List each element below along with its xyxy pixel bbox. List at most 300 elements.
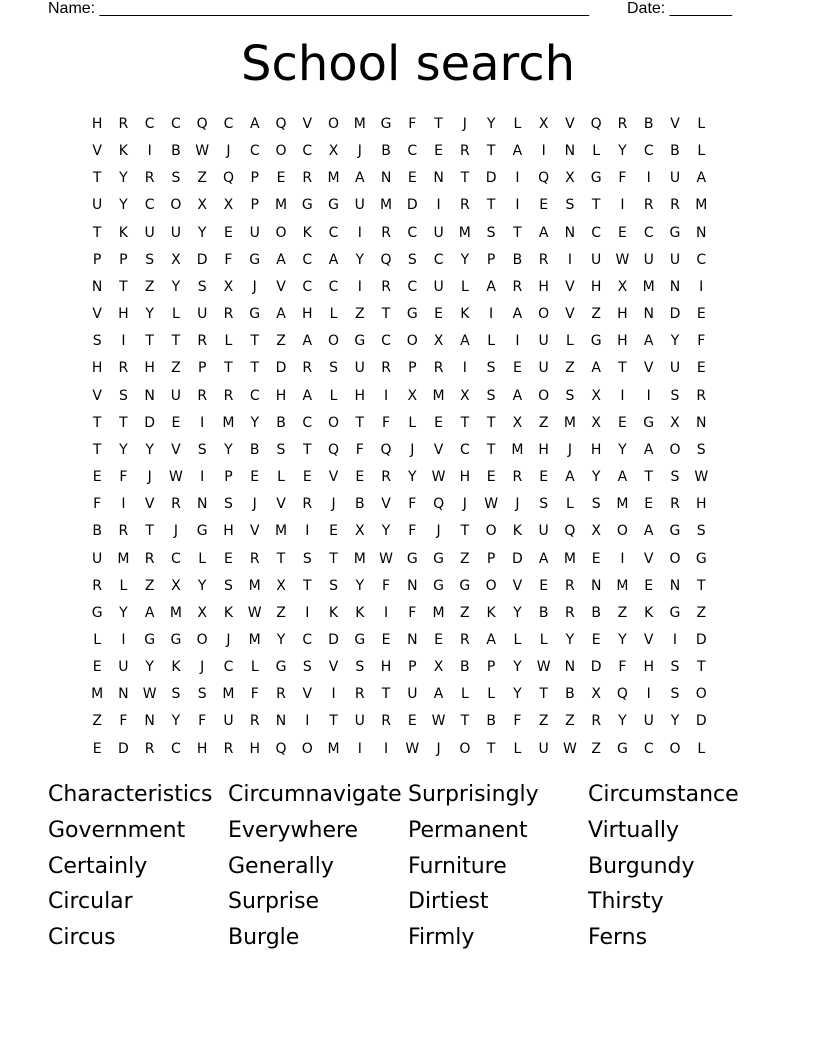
grid-letter: X: [538, 116, 549, 132]
grid-letter: U: [538, 333, 549, 350]
grid-letter: K: [328, 604, 339, 621]
grid-letter: U: [170, 224, 182, 241]
grid-letter: Y: [408, 469, 417, 486]
grid-letter: Z: [591, 306, 601, 323]
grid-row: [84, 301, 714, 328]
grid-letter: J: [357, 143, 362, 160]
grid-letter: P: [486, 550, 496, 567]
grid-letter: Q: [275, 116, 287, 132]
word-list-item: Surprise: [228, 889, 320, 915]
word-list-item: Permanent: [408, 817, 528, 843]
grid-letter: X: [276, 577, 286, 594]
grid-letter: Y: [618, 713, 627, 730]
grid-letter: U: [354, 360, 365, 377]
grid-letter: K: [644, 604, 654, 621]
grid-letter: C: [591, 224, 602, 241]
grid-letter: A: [617, 469, 628, 486]
word-list-item: Surprisingly: [408, 782, 539, 807]
grid-letter: C: [223, 116, 234, 132]
grid-letter: L: [697, 740, 706, 757]
grid-letter: J: [567, 441, 572, 458]
grid-letter: Y: [618, 441, 627, 458]
grid-letter: I: [699, 278, 704, 295]
grid-letter: Y: [670, 713, 680, 730]
grid-letter: I: [620, 550, 625, 567]
grid-letter: R: [381, 278, 391, 295]
grid-letter: D: [196, 251, 208, 268]
grid-letter: S: [197, 686, 207, 703]
grid-row: [84, 383, 714, 410]
grid-letter: G: [170, 631, 182, 648]
grid-letter: V: [643, 360, 654, 377]
grid-letter: U: [118, 659, 129, 676]
grid-letter: I: [436, 197, 441, 214]
grid-letter: D: [485, 170, 497, 187]
grid-letter: Y: [355, 577, 365, 594]
grid-letter: Y: [460, 251, 470, 268]
grid-letter: U: [433, 278, 444, 295]
grid-letter: A: [302, 387, 313, 404]
grid-letter: C: [643, 143, 654, 160]
grid-letter: M: [642, 278, 655, 295]
grid-letter: S: [565, 197, 575, 214]
grid-letter: O: [275, 143, 287, 160]
grid-letter: M: [563, 414, 576, 431]
grid-letter: E: [696, 360, 706, 377]
grid-letter: M: [222, 414, 235, 431]
grid-letter: E: [434, 414, 444, 431]
grid-letter: R: [144, 550, 155, 567]
grid-letter: T: [145, 523, 154, 540]
grid-row: [84, 247, 714, 274]
grid-letter: S: [407, 251, 417, 268]
grid-letter: C: [407, 143, 418, 160]
grid-letter: Y: [197, 577, 207, 594]
grid-letter: E: [407, 170, 417, 187]
grid-letter: U: [354, 713, 365, 730]
grid-letter: Y: [618, 143, 627, 160]
grid-letter: R: [197, 333, 208, 350]
grid-letter: X: [223, 197, 234, 214]
grid-letter: I: [541, 143, 546, 160]
grid-letter: R: [223, 740, 234, 757]
grid-letter: E: [486, 469, 496, 486]
grid-letter: C: [144, 116, 155, 132]
grid-letter: W: [431, 469, 446, 486]
grid-letter: G: [406, 550, 418, 567]
grid-letter: J: [331, 496, 336, 513]
grid-letter: A: [355, 170, 365, 187]
grid-letter: A: [538, 550, 549, 567]
grid-letter: R: [459, 143, 470, 160]
grid-letter: R: [512, 469, 523, 486]
grid-letter: Z: [460, 550, 470, 567]
grid-letter: A: [486, 278, 496, 295]
grid-letter: C: [328, 224, 339, 241]
grid-letter: Y: [513, 686, 522, 703]
grid-letter: L: [697, 143, 706, 160]
grid-letter: U: [669, 251, 681, 268]
grid-letter: R: [565, 604, 575, 621]
grid-letter: R: [459, 631, 470, 648]
grid-letter: L: [408, 414, 417, 431]
grid-letter: J: [252, 496, 257, 513]
grid-letter: C: [302, 414, 313, 431]
grid-letter: Q: [380, 251, 392, 268]
grid-letter: C: [171, 116, 181, 132]
grid-letter: C: [407, 224, 418, 241]
grid-letter: O: [669, 740, 681, 757]
grid-letter: G: [144, 631, 156, 648]
grid-letter: N: [669, 577, 681, 594]
grid-letter: R: [144, 740, 155, 757]
grid-letter: I: [305, 604, 310, 621]
grid-letter: B: [171, 143, 181, 160]
grid-letter: C: [696, 251, 707, 268]
grid-letter: P: [224, 469, 233, 486]
grid-letter: R: [591, 713, 602, 730]
grid-letter: R: [302, 360, 313, 377]
grid-letter: Y: [276, 631, 286, 648]
grid-letter: O: [616, 523, 628, 540]
grid-letter: E: [644, 496, 654, 513]
grid-letter: L: [250, 659, 259, 676]
grid-letter: F: [250, 686, 259, 703]
date-field-label: Date: _______: [627, 0, 732, 17]
grid-letter: V: [328, 659, 339, 676]
grid-letter: T: [329, 713, 338, 730]
grid-letter: K: [223, 604, 234, 621]
grid-letter: I: [646, 686, 651, 703]
grid-letter: C: [328, 278, 339, 295]
grid-letter: W: [536, 659, 551, 676]
grid-letter: C: [223, 659, 234, 676]
grid-letter: G: [590, 333, 602, 350]
grid-letter: L: [93, 631, 102, 648]
grid-letter: X: [171, 577, 181, 594]
grid-letter: K: [512, 523, 522, 540]
grid-letter: X: [460, 387, 470, 404]
grid-letter: Y: [513, 659, 522, 676]
grid-letter: U: [144, 224, 155, 241]
grid-letter: E: [171, 414, 181, 431]
grid-letter: S: [276, 441, 286, 458]
word-list-item: Characteristics: [48, 782, 213, 807]
grid-letter: D: [118, 740, 129, 757]
grid-letter: I: [200, 469, 205, 486]
grid-letter: T: [145, 333, 154, 350]
grid-letter: K: [118, 143, 128, 160]
grid-letter: M: [248, 577, 261, 594]
grid-letter: T: [696, 577, 706, 594]
grid-letter: X: [512, 414, 523, 431]
grid-letter: M: [274, 523, 288, 540]
grid-letter: S: [486, 360, 496, 377]
word-list-item: Ferns: [588, 925, 648, 950]
word-list-item: Furniture: [408, 853, 507, 879]
grid-letter: Z: [171, 360, 181, 377]
grid-letter: I: [567, 251, 572, 268]
grid-letter: E: [92, 469, 102, 486]
grid-letter: E: [250, 469, 260, 486]
grid-letter: L: [119, 577, 128, 594]
grid-letter: X: [670, 414, 680, 431]
page-title: School search: [240, 36, 576, 92]
grid-letter: T: [381, 306, 391, 323]
grid-letter: T: [224, 360, 233, 377]
grid-letter: N: [433, 170, 444, 187]
grid-letter: E: [539, 197, 549, 214]
grid-letter: A: [433, 686, 444, 703]
grid-letter: A: [643, 333, 654, 350]
grid-letter: Z: [197, 170, 207, 187]
grid-letter: N: [669, 278, 681, 295]
grid-letter: H: [643, 659, 654, 676]
grid-letter: A: [696, 170, 707, 187]
grid-letter: X: [223, 278, 234, 295]
grid-letter: U: [538, 360, 549, 377]
grid-letter: C: [302, 251, 313, 268]
grid-letter: O: [695, 686, 707, 703]
grid-letter: E: [276, 170, 286, 187]
grid-letter: I: [515, 170, 520, 187]
grid-letter: B: [381, 143, 391, 160]
grid-letter: Y: [171, 278, 181, 295]
grid-letter: R: [643, 197, 654, 214]
grid-letter: W: [379, 550, 393, 567]
grid-letter: G: [301, 197, 313, 214]
grid-letter: Z: [565, 713, 575, 730]
grid-letter: E: [224, 550, 233, 567]
grid-letter: G: [695, 550, 707, 567]
grid-letter: G: [643, 414, 655, 431]
grid-letter: G: [669, 224, 681, 241]
grid-letter: M: [458, 224, 471, 241]
grid-letter: Y: [486, 116, 496, 132]
grid-letter: I: [305, 713, 310, 730]
grid-letter: I: [121, 496, 126, 513]
grid-letter: S: [696, 441, 706, 458]
grid-letter: V: [512, 577, 523, 594]
grid-letter: A: [538, 224, 549, 241]
grid-row: [84, 736, 714, 763]
grid-letter: M: [563, 550, 576, 567]
grid-letter: H: [695, 496, 707, 513]
grid-letter: R: [696, 387, 707, 404]
grid-letter: F: [408, 116, 417, 132]
word-list-item: Virtually: [588, 817, 680, 843]
grid-letter: D: [695, 713, 707, 730]
grid-letter: A: [565, 469, 575, 486]
grid-letter: T: [119, 414, 128, 431]
grid-letter: U: [354, 197, 365, 214]
grid-letter: B: [643, 116, 654, 132]
grid-letter: Y: [355, 251, 365, 268]
grid-letter: A: [512, 306, 523, 323]
grid-letter: O: [538, 306, 550, 323]
grid-letter: O: [275, 224, 287, 241]
grid-letter: M: [327, 170, 340, 187]
grid-row: [84, 192, 714, 219]
grid-letter: Y: [224, 441, 233, 458]
grid-letter: O: [328, 333, 340, 350]
grid-letter: B: [486, 713, 496, 730]
grid-letter: V: [171, 441, 181, 458]
grid-letter: E: [434, 143, 444, 160]
grid-letter: T: [302, 441, 312, 458]
grid-letter: S: [197, 278, 207, 295]
grid-letter: R: [354, 686, 365, 703]
grid-letter: R: [276, 686, 286, 703]
grid-letter: R: [459, 197, 470, 214]
grid-letter: T: [119, 278, 128, 295]
grid-letter: H: [538, 441, 549, 458]
grid-letter: D: [695, 631, 707, 648]
grid-row: [84, 573, 714, 600]
grid-letter: P: [408, 659, 417, 676]
grid-letter: F: [93, 496, 102, 513]
grid-letter: F: [408, 523, 417, 540]
grid-letter: U: [407, 686, 418, 703]
grid-letter: E: [539, 469, 549, 486]
grid-letter: N: [275, 713, 287, 730]
grid-letter: S: [486, 387, 496, 404]
grid-letter: J: [173, 523, 178, 540]
word-list-row: [48, 851, 768, 887]
grid-letter: H: [617, 306, 628, 323]
grid-letter: Z: [591, 740, 601, 757]
grid-letter: X: [171, 251, 181, 268]
grid-letter: A: [486, 631, 496, 648]
grid-letter: S: [486, 224, 496, 241]
grid-letter: J: [147, 469, 152, 486]
grid-letter: T: [460, 414, 470, 431]
grid-letter: R: [565, 577, 575, 594]
grid-letter: C: [643, 740, 654, 757]
grid-letter: V: [302, 686, 313, 703]
grid-letter: X: [565, 170, 575, 187]
grid-letter: Y: [250, 414, 259, 431]
grid-letter: V: [302, 116, 313, 132]
grid-letter: A: [144, 604, 155, 621]
grid-letter: P: [486, 659, 496, 676]
grid-letter: Y: [119, 197, 128, 214]
grid-letter: N: [564, 659, 576, 676]
grid-letter: I: [305, 523, 310, 540]
grid-row: [84, 600, 714, 627]
grid-letter: I: [200, 414, 205, 431]
grid-letter: X: [197, 604, 207, 621]
grid-letter: G: [91, 604, 103, 621]
grid-letter: C: [302, 278, 313, 295]
grid-letter: U: [591, 251, 602, 268]
word-list-item: Circumstance: [588, 782, 739, 807]
grid-letter: L: [277, 469, 285, 486]
grid-letter: E: [618, 414, 627, 431]
word-list-item: Circumnavigate: [228, 782, 402, 807]
grid-letter: N: [564, 224, 576, 241]
grid-letter: X: [407, 387, 418, 404]
grid-letter: X: [591, 686, 601, 703]
grid-letter: H: [91, 360, 103, 377]
grid-letter: W: [431, 713, 446, 730]
grid-letter: B: [276, 414, 286, 431]
grid-letter: R: [381, 469, 391, 486]
grid-letter: S: [670, 469, 680, 486]
grid-letter: B: [565, 686, 575, 703]
grid-letter: I: [147, 143, 152, 160]
grid-letter: H: [249, 740, 260, 757]
grid-letter: I: [646, 170, 651, 187]
grid-letter: H: [91, 116, 103, 132]
grid-letter: T: [329, 550, 338, 567]
word-list-row: [48, 886, 768, 922]
grid-letter: N: [590, 577, 602, 594]
grid-letter: S: [171, 170, 181, 187]
grid-letter: Z: [276, 333, 286, 350]
grid-letter: B: [354, 496, 365, 513]
grid-letter: J: [226, 631, 231, 648]
grid-row: [84, 491, 714, 518]
grid-letter: V: [643, 550, 654, 567]
grid-letter: X: [354, 523, 365, 540]
grid-letter: R: [249, 550, 260, 567]
grid-letter: Y: [145, 441, 154, 458]
grid-letter: P: [92, 251, 102, 268]
word-list: [48, 779, 768, 958]
grid-letter: F: [382, 414, 391, 431]
grid-letter: S: [565, 387, 575, 404]
grid-letter: N: [91, 278, 103, 295]
grid-letter: P: [250, 197, 259, 214]
grid-letter: M: [432, 387, 445, 404]
grid-letter: E: [644, 577, 654, 594]
grid-letter: E: [696, 306, 706, 323]
grid-letter: V: [643, 631, 654, 648]
grid-letter: T: [644, 469, 653, 486]
grid-letter: E: [591, 550, 601, 567]
grid-letter: X: [591, 414, 601, 431]
grid-letter: U: [197, 306, 208, 323]
grid-letter: T: [355, 414, 365, 431]
grid-letter: F: [408, 496, 417, 513]
grid-letter: S: [302, 550, 312, 567]
grid-letter: X: [433, 659, 444, 676]
grid-letter: B: [538, 604, 549, 621]
grid-letter: W: [405, 740, 420, 757]
grid-letter: Z: [696, 604, 707, 621]
grid-letter: R: [197, 387, 208, 404]
grid-letter: Z: [276, 604, 286, 621]
grid-letter: T: [486, 143, 496, 160]
grid-letter: H: [354, 387, 366, 404]
grid-letter: N: [564, 143, 576, 160]
grid-letter: R: [118, 523, 129, 540]
grid-letter: K: [118, 224, 128, 241]
grid-letter: V: [92, 143, 102, 160]
grid-letter: U: [643, 713, 654, 730]
grid-letter: O: [485, 577, 497, 594]
grid-letter: R: [670, 197, 680, 214]
grid-letter: R: [670, 496, 680, 513]
word-list-item: Circus: [48, 925, 116, 950]
grid-letter: F: [224, 251, 233, 268]
grid-letter: I: [121, 631, 126, 648]
grid-letter: L: [697, 116, 706, 132]
grid-letter: L: [487, 333, 496, 350]
grid-letter: F: [408, 604, 417, 621]
grid-letter: N: [643, 306, 654, 323]
